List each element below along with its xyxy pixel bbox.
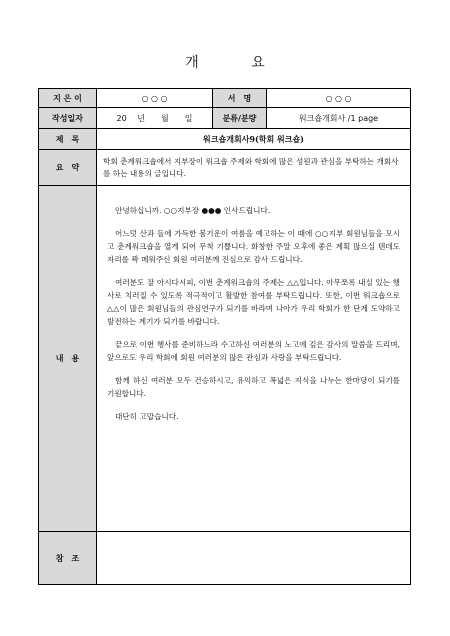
document-form (38, 88, 411, 585)
subject-value: 워크숍개회사9(학회 워크숍) (97, 129, 411, 150)
content-label: 내 용 (39, 186, 97, 532)
subject-label: 제 목 (39, 129, 97, 150)
content-paragraph: 대단히 고맙습니다. (115, 412, 179, 421)
author-label: 지 은 이 (39, 89, 97, 108)
content-body (97, 186, 411, 532)
category-value: 워크숍개회사 /1 page (267, 108, 411, 129)
signature-value: ○ ○ ○ (267, 89, 411, 108)
content-paragraph: 어느덧 산과 들에 가득한 봄기운이 여름을 예고하는 이 때에 ○○지부 회원님들을 모시고 춘계워크숍을 열게 되어 무척 기쁩니다. 화창한 주말 오후에 좋은 계획 많으실 텐데도 자리를 꽉 메워주신 회원 여러분께 진심으로 감사 드립니다. (107, 229, 400, 264)
reference-value (97, 532, 411, 585)
content-paragraph: 안녕하십니까. ○○지부장 ●●● 인사드립니다. (115, 206, 271, 215)
summary-label: 요 약 (39, 150, 97, 186)
author-value: ○ ○ ○ (97, 89, 213, 108)
signature-label: 서 명 (213, 89, 267, 108)
content-paragraph: 끝으로 이번 행사를 준비하느라 수고하신 여러분의 노고에 깊은 감사의 말씀을 드리며, 앞으로도 우리 학회에 회원 여러분의 많은 관심과 사랑을 부탁드립니다. (107, 340, 400, 362)
date-label: 작성일자 (39, 108, 97, 129)
content-paragraph: 함께 하신 여러분 모두 건승하시고, 유익하고 폭넓은 지식을 나누는 한마당이 되기를 기원합니다. (107, 376, 400, 398)
date-value: 20 년 월 일 (97, 108, 213, 129)
reference-label: 참 조 (39, 532, 97, 585)
page-title: 개 요 (185, 55, 289, 71)
category-label: 분류/분량 (213, 108, 267, 129)
summary-value: 학회 춘계워크숍에서 지부장이 워크숍 주제와 학회에 많은 성원과 관심을 부탁하는 개회사를 하는 내용의 글입니다. (97, 150, 411, 186)
content-paragraph: 여러분도 잘 아시다시피, 이번 춘계워크숍의 주제는 △△입니다. 아무쪼록 내실 있는 행사로 치러질 수 있도록 적극적이고 활발한 참여를 부탁드립니다. 또한, 이번 워크숍으로 △△이 많은 회원님들의 관심연구가 되기를 바라며 나아가 우리 학회가 한 단계 도약하고 발전하는 계기가 되기를 바랍니다. (107, 278, 400, 326)
